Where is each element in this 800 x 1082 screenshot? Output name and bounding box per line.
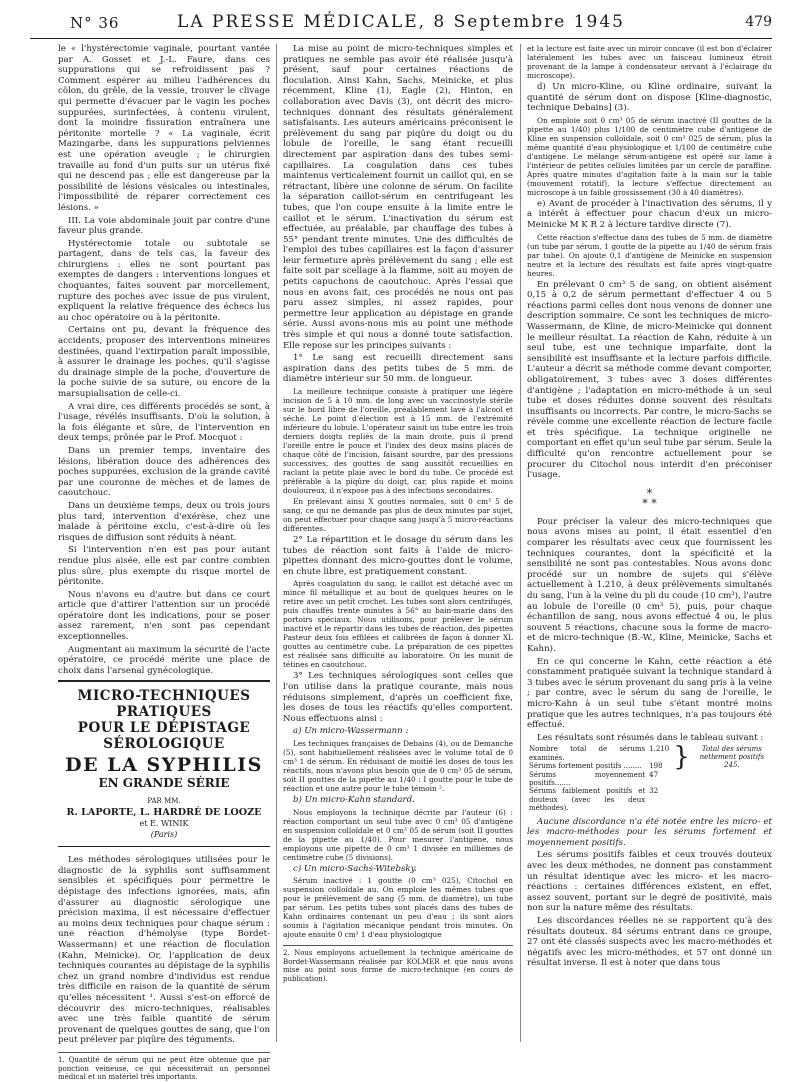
prev-article-paragraph: le « l'hystérectomie vaginale, pourtant vantée par A. Gosset et J.-L. Faure, dans ces suppurations qui se refroidissent pas ? Comment espérer au milieu l'adhérences du côlon, du grêle, de la vessie, trouver le clivage qui permette d'évacuer par le vagin les poches suppurées, surinfectées, à contenu virulent, dont la moindre fissuration entraînera une péritonite mortelle ? « La vaginale, écrit Mazingarbe, dans les suppurations pelviennes est une opération aveugle ; le chirurgien travaille au fond d'un puits sur un utérus fixé qui ne descend pas ; elle est dangereuse par la possibilité de lésions vésicales ou intestinales, l'impossibilité de réparer correctement ces lésions. » [58,44,270,213]
col2-small-1: La meilleure technique consiste à pratiquer une légère incision de 5 à 10 mm. de long avec un vaccinostyle stérile sur le bord libre de l'oreille, préalablement lavé à l'alcool et séché. Le point d'élection est à 15 mm. de l'extrémité inférieure du lobule. L'opérateur saisit un tube entre les trois derniers doigts repliés de la main droite, puis il prend l'oreille entre le pouce et l'index des deux mains placés de chaque côté de l'incision, faisant sourdre, par des pressions successives, des gouttes de sang aussitôt recueillies en raclant la petite plaie avec le bord du tube. Ce procédé est préférable à la piqûre du doigt, car, plus rapide et moins douloureux, il n'expose pas à des infections secondaires. [283,387,513,495]
results-table [527,742,772,813]
article-title-line-4: EN GRANDE SÉRIE [98,776,230,791]
technique-d: d) Un micro-Kline, ou Kline ordinaire, suivant la quantité de sérum dont on dispose [Kline-diagnostic, technique Debains] (3). [527,82,772,114]
stats-side-note: Total des sérums nettement positifs 245. [699,745,765,770]
brace-glyph: } [673,742,690,773]
separator-star-1: * [646,486,653,500]
technique-c: c) Un micro-Sachs-Witebsky. [293,863,418,874]
prev-article-paragraph: Si l'intervention n'en est pas pour autant rendue plus aisée, elle est par contre combien plus sûre, plus exempte du risque mortel de péritonite. [58,545,270,588]
stat-value: 32 [649,787,659,796]
footnote-2-text: 2. Nous employons actuellement la technique américaine de Bordet-Wassermann réalisée par KOLMER et que nous avons mise au point sous forme de micro-technique (en cours de publication). [283,949,513,983]
col3-paragraph-1: En prélevant 0 cm³ 5 de sang, on obtient aisément 0,15 à 0,2 de sérum permettant d'effectuer 4 ou 5 réactions parmi celles dont nous venons de donner une description sommaire. Ce sont les techniques de micro-Wassermann, de Kline, de micro-Meinicke qui donnent le meilleur résultat. La réaction de Kahn, réduite à un seul tube, est une technique imparfaite, dont la sensibilité est insuffisante et la lecture parfois difficile. L'auteur a décrit sa méthode comme devant comporter, obligatoirement, 3 tubes avec 3 doses différentes d'antigène ; l'adaptation en micro-méthode à un seul tube et doses réduites donne souvent des résultats insuffisants ou incorrects. Par contre, le micro-Sachs se révèle comme une excellente réaction de lecture facile et très spécifique. La technique originelle ne comportant en effet qu'un seul tube par sérum. Seule la difficulté qu'on rencontre actuellement pour se procurer du Citochol nous interdit d'en préconiser l'usage. [527,279,772,481]
col3-paragraph-6: Les sérums positifs faibles et ceux trouvés douteux avec les deux méthodes, ne donnent pas constamment un résultat identique avec les micro- et les macro-réactions : certaines différences existent, en effet, assez souvent, portant sur le degré de positivité, mais non sur la nature même des résultats. [527,850,772,914]
footnote-2 [283,945,513,983]
stat-value: 198 [649,762,663,771]
technique-b-detail: Nous employons la technique décrite par l'auteur (6) : réaction comportant un seul tube avec 0 cm³ 05 d'antigène en suspension colloïdale et 0 cm³ 05 de sérum (soit II gouttes de la pipette au 1/40). Pour mesurer l'antigène, nous employons une pipette de 0 cm³ 1 divisée en millièmes de centimètre cube (5 divisions). [283,807,513,862]
technique-e-detail: Cette réaction s'effectue dans des tubes de 5 mm. de diamètre (un tube par sérum, 1 goutte de la pipette au 1/40 de sérum frais par tube). On ajoute 0,1 d'antigène de Meinicke en suspension neutre et la lecture des résultats est faite après vingt-quatre heures. [527,232,772,278]
prev-article-paragraph: Dans un deuxième temps, deux ou trois jours plus tard, intervention d'exérèse, chez une malade à péritoine exclu, c'est-à-dire où les risques de diffusion sont réduits à néant. [58,500,270,543]
stat-label: Sérums fortement positifs ........ [529,762,642,771]
footnote-1 [58,1052,270,1082]
column-2 [283,44,513,1044]
issue-number: N° 36 [70,14,120,32]
footnote-1-text: 1. Quantité de sérum qui ne peut être obtenue que par ponction veineuse, ce qui nécessiterait un personnel médical et un matériel très importants. [58,1055,270,1082]
article-heading [58,680,270,847]
technique-a-detail: Les techniques françaises de Debains (4), ou de Demanche (5), sont habituellement réalisées avec le volume total de 0 cm³ 1 de sérum. En réduisant de moitié les doses de tous les réactifs, nous n'avons plus besoin que de 0 cm³ 05 de sérum, soit II gouttes de la pipette au 1/40 : I goutte pour le tube de réaction et une autre pour le tube témoin ². [283,738,513,793]
technique-a: a) Un micro-Wassermann : [293,726,409,737]
col3-paragraph-2: Pour préciser la valeur des micro-techniques que nous avons mises au point, il était essentiel d'en comparer les résultats avec ceux que fournissent les techniques courantes, dont la spécificité et la sensibilité ne sont pas contestables. Nous avons donc procédé sur un nombre de sujets qui s'élève actuellement à 1.210, à deux prélèvements simultanés du sang, l'un à la veine du pli du coude (10 cm³), l'autre au lobule de l'oreille (0 cm³ 5), puis, pour chaque échantillon de sang, nous avons effectué 4 ou, le plus souvent 5 réactions, chacune sous la forme de macro- et de micro-technique (B.-W., Kline, Meinicke, Sachs et Kahn). [527,516,772,654]
column-3 [527,44,772,1044]
article-title-line-3: DE LA SYPHILIS [65,754,263,777]
col2-paragraph-2: 1° Le sang est recueilli directement sans aspiration dans des petits tubes de 5 mm. de diamètre intérieur sur 50 mm. de longueur. [283,353,513,385]
col3-paragraph-5: Aucune discordance n'a été notée entre les micro- et les macro-méthodes pour les sérums fortement et moyennement positifs. [527,816,772,848]
stat-value: 1.210 [649,745,670,754]
prev-article-paragraph: Certains ont pu, devant la fréquence des accidents, proposer des interventions mineures destinées, quand l'extirpation paraît impossible, à assurer le drainage les poches, qu'il s'agisse du drainage simple de la poche, d'ouverture de la poche suivie de sa suture, ou encore de la marsupialisation de celle-ci. [58,325,270,399]
technique-b: b) Un micro-Kahn standard. [293,794,415,805]
col3-paragraph-3: En ce qui concerne le Kahn, cette réaction a été constamment pratiquée suivant la technique standard à 3 tubes avec le sérum provenant du sang pris à la veine ; par contre, avec le sérum du sang de l'oreille, le micro-Kahn à un seul tube s'étant montré moins pratique que les autres techniques, n'a pas toujours été effectué. [527,656,772,731]
technique-d-detail: On emploie soit 0 cm³ 05 de sérum inactivé (II gouttes de la pipette au 1/40) plus 1/100 de centimètre cube d'antigène de Kline en suspension colloïdale, soit 0 cm³ 025 de sérum, plus la même quantité d'eau physiologique et 1/100 de centimètre cube d'antigène. Le mélange sérum-antigène est opéré sur lame à l'intérieur de petites cellules limitées par un cercle de paraffine. Après quatre minutes d'agitation faite à la main sur la table (mouvement rotatif), la lecture s'effectue directement au microscope à un faible grossissement (30 à 40 diamètres). [527,115,772,197]
prev-article-paragraph: Nous n'avons eu d'autre but dans ce court article que d'attirer l'attention sur un procédé opératoire dont les indications, pour se poser assez rarement, n'en sont pas cependant exceptionnelles. [58,589,270,643]
page-header [30,10,772,39]
stat-label: Sérums faiblement positifs et douteux (avec les deux méthodes). [529,787,646,813]
col2-small-2: En prélevant ainsi X gouttes normales, soit 0 cm³ 5 de sang, ce qui ne demande pas plus de deux minutes par sujet, on peut effectuer pour chaque sang jusqu'à 5 micro-réactions différentes. [283,497,513,533]
technique-c-detail: Sérum inactivé : 1 goutte (0 cm³ 025), Citochol en suspension colloïdale au. On emploie les mêmes tubes que pour le prélèvement de sang (5 mm. de diamètre), un tube par sérum. Les petits tubes sont placés dans des tubes de Kahn ordinaires contenant un peu d'eau ; ils sont alors soumis à l'agitation mécanique pendant trois minutes. On ajoute ensuite 0 cm³ 1 d'eau physiologique [283,876,513,940]
separator-star-2: * * [642,496,657,510]
column-rule-1 [276,44,277,1042]
col3-top-small: et la lecture est faite avec un miroir concave (il est bon d'éclairer latéralement les tubes avec un faisceau lumineux étroit provenant de la lampe à condensateur servant à l'éclairage du microscope). [527,44,772,80]
col2-paragraph-3: 2° La répartition et le dosage du sérum dans les tubes de réaction sont faits à l'aide de micro-pipettes donnant des micro-gouttes dont le volume, en chute libre, est pratiquement constant. [283,535,513,577]
column-1 [58,44,270,1082]
author-et: et E. WINIK [139,819,189,829]
prev-article-paragraph: Augmentant au maximum la sécurité de l'acte opératoire, ce procédé mérite une place de choix dans l'arsenal gynécologique. [58,644,270,676]
prev-article-paragraph: Dans un premier temps, inventaire des lésions, libération douce des adhérences des poches suppurées, exclusion de la grande cavité par une couronne de mèches et de lames de caoutchouc. [58,445,270,499]
col2-paragraph-1: La mise au point de micro-techniques simples et pratiques ne semble pas avoir été réalisée jusqu'à présent, sauf pour certaines réactions de floculation. Ainsi Kahn, Sachs, Meinicke, et plus récemment, Kline (1), Eagle (2), Hinton, en collaboration avec Davis (3), ont décrit des micro-techniques donnant des résultats généralement satisfaisants. Les auteurs américains préconisent le prélèvement du sang par piqûre du doigt ou du lobule de l'oreille, le sang étant recueilli directement par aspiration dans des tubes semi-capillaires. La coagulation dans ces tubes maintenus verticalement fournit un caillot qui, en se rétractant, libère une colonne de sérum. On facilite la séparation caillot-sérum en centrifugeant les tubes, que l'on coupe ensuite à la limite entre le caillot et le sérum. L'inactivation du sérum est effectuée, au préalable, par chauffage des tubes à 55° pendant trente minutes. Une des difficultés de l'emploi des tubes capillaires est la façon d'assurer leur fermeture après prélèvement du sang ; elle est faite soit par scellage à la flamme, soit au moyen de petits capuchons de caoutchouc. Après l'essai que nous en avons fait, ces procédés ne nous ont pas paru assez simples, ni assez rapides, pour permettre leur application au dépistage en grande série. Aussi avons-nous mis au point une méthode très simple et qui nous a donné toute satisfaction. Elle repose sur les principes suivants : [283,44,513,351]
stat-value: 47 [649,770,659,779]
prev-article-paragraph: Hystérectomie totale ou subtotale se partagent, dans de tels cas, la faveur des chirurgiens : elles ne sont pourtant pas exemptes de dangers : interventions longues et choquantes, faites souvent par morcellement, rupture des poches avec issue de pus virulent, expliquent la relative fréquence des échecs lus au choc opératoire ou à la péritonite. [58,238,270,323]
col3-paragraph-7: Les discordances réelles ne se rapportent qu'à des résultats douteux. 84 sérums entrant dans ce groupe, 27 ont été classés suspects avec les macro-méthodes et négatifs avec les micro-méthodes, et 57 ont donné un résultat inverse. Il est à noter que dans tous [527,915,772,969]
byline-par: PAR MM. [147,797,181,806]
section-separator [527,486,772,510]
col2-small-3: Après coagulation du sang, le caillot est détaché avec un mince fil métallique et au bout de quelques heures on le retire avec un petit crochet. Les tubes sont alors centrifugés, puis chauffés trente minutes à 56° au bain-marie dans des portoirs spéciaux. Nous utilisons, pour prélever le sérum inactivé et le répartir dans les tubes de réaction, des pipettes Pasteur deux fois effilées et calibrées de façon à donner XL gouttes au centimètre cube. La préparation de ces pipettes est réalisée sans difficulté au laboratoire. On les munit de tétines en caoutchouc. [283,579,513,670]
article-title-line-1: MICRO-TECHNIQUES PRATIQUES [77,688,251,721]
journal-title: LA PRESSE MÉDICALE, 8 Septembre 1945 [177,12,625,32]
prev-article-paragraph: III. La voie abdominale jouit par contre d'une faveur plus grande. [58,215,270,237]
page-number: 479 [745,14,772,30]
col3-paragraph-4: Les résultats sont résumés dans le tableau suivant : [537,732,764,743]
col2-paragraph-4: 3° Les techniques sérologiques sont celles que l'on utilise dans la pratique courante, mais nous réduisons simplement, d'après un coefficient fixe, les doses de tous les réactifs qu'elles comportent. Nous effectuons ainsi : [283,671,513,724]
technique-e: e) Avant de procéder à l'inactivation des sérums, il y a intérêt à effectuer pour chacun d'eux un micro-Meinicke M K R 2 à lecture tardive directe (7). [527,198,772,230]
table-row [527,745,772,762]
column-rule-2 [520,44,521,1042]
stat-label: Sérums moyennement positifs....... [529,770,646,787]
prev-article-paragraph: A vrai dire, ces différents procédés se sont, à l'usage, révélés insuffisants. D'où la solution, à la fois élégante et sûre, de l'intervention en deux temps, prônée par le Prof. Mocquot : [58,401,270,444]
previous-article-text [58,44,270,676]
authors: R. LAPORTE, L. HARDRÉ DE LOOZE [66,807,262,819]
article-title-line-2: POUR LE DÉPISTAGE SÉROLOGIQUE [77,720,251,753]
intro-paragraph: Les méthodes sérologiques utilisées pour le diagnostic de la syphilis sont suffisamment sensibles et spécifiques pour permettre le dépistage des infections ignorées, mais, afin d'assurer au diagnostic sérologique une précision maxima, il est nécessaire d'effectuer au moins deux techniques pour chaque sérum : une réaction d'hémolyse (type Bordet-Wassermann) et une réaction de floculation (Kahn, Meinicke). Or, l'application de deux techniques courantes au dépistage de la syphilis chez un grand nombre d'individus est rendue très difficile en raison de la quantité de sérum qu'elles nécessitent ¹. Aussi s'est-on efforcé de découvrir des micro-techniques, réalisables avec une très faible quantité de sérum provenant de quelques gouttes de sang, que l'on peut prélever par piqûre des téguments. [58,855,270,1046]
author-city: (Paris) [150,829,178,839]
stat-label: Nombre total de sérums examinés. [529,745,646,762]
